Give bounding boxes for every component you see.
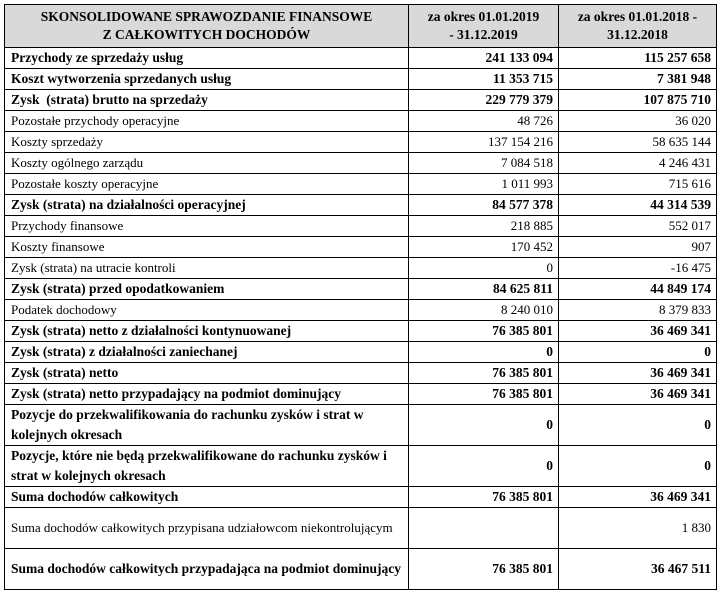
- value-2019: 170 452: [409, 237, 559, 258]
- table-row: [5, 195, 717, 216]
- table-row: [5, 111, 717, 132]
- period-2019-header: za okres 01.01.2019 - 31.12.2019: [409, 5, 559, 48]
- value-2019: 84 625 811: [409, 279, 559, 300]
- period-2018-header: za okres 01.01.2018 - 31.12.2018: [559, 5, 717, 48]
- value-2018: 36 469 341: [559, 363, 717, 384]
- value-2019: 0: [409, 405, 559, 446]
- value-2018: 115 257 658: [559, 48, 717, 69]
- table-row: [5, 363, 717, 384]
- row-label: Suma dochodów całkowitych przypadająca na podmiot dominujący: [5, 549, 409, 590]
- table-header-row: [5, 5, 717, 48]
- table-row: [5, 90, 717, 111]
- row-label: Pozostałe koszty operacyjne: [5, 174, 409, 195]
- row-label: Zysk (strata) netto: [5, 363, 409, 384]
- table-row: [5, 132, 717, 153]
- table-row: [5, 446, 717, 487]
- value-2019: 1 011 993: [409, 174, 559, 195]
- value-2018: 4 246 431: [559, 153, 717, 174]
- value-2018: 0: [559, 342, 717, 363]
- value-2018: -16 475: [559, 258, 717, 279]
- value-2019: 48 726: [409, 111, 559, 132]
- table-row: [5, 153, 717, 174]
- table-row: [5, 258, 717, 279]
- value-2019: 76 385 801: [409, 384, 559, 405]
- value-2018: 44 849 174: [559, 279, 717, 300]
- value-2019: 76 385 801: [409, 549, 559, 590]
- row-label: Przychody ze sprzedaży usług: [5, 48, 409, 69]
- value-2018: 8 379 833: [559, 300, 717, 321]
- income-statement-table: [4, 4, 717, 590]
- value-2019: [409, 508, 559, 549]
- row-label: Zysk (strata) z działalności zaniechanej: [5, 342, 409, 363]
- table-row: [5, 69, 717, 90]
- value-2019: 229 779 379: [409, 90, 559, 111]
- row-label: Podatek dochodowy: [5, 300, 409, 321]
- table-row: [5, 174, 717, 195]
- row-label: Zysk (strata) netto przypadający na podmiot dominujący: [5, 384, 409, 405]
- value-2019: 76 385 801: [409, 487, 559, 508]
- row-label: Zysk (strata) netto z działalności kontynuowanej: [5, 321, 409, 342]
- table-row: [5, 279, 717, 300]
- value-2019: 0: [409, 446, 559, 487]
- value-2019: 11 353 715: [409, 69, 559, 90]
- row-label: Pozostałe przychody operacyjne: [5, 111, 409, 132]
- value-2018: 0: [559, 446, 717, 487]
- row-label: Zysk (strata) na utracie kontroli: [5, 258, 409, 279]
- value-2018: 907: [559, 237, 717, 258]
- value-2019: 0: [409, 258, 559, 279]
- statement-title: SKONSOLIDOWANE SPRAWOZDANIE FINANSOWE Z CAŁKOWITYCH DOCHODÓW: [5, 5, 409, 48]
- value-2019: 76 385 801: [409, 363, 559, 384]
- value-2018: 36 467 511: [559, 549, 717, 590]
- value-2018: 36 469 341: [559, 487, 717, 508]
- value-2018: 7 381 948: [559, 69, 717, 90]
- value-2019: 76 385 801: [409, 321, 559, 342]
- value-2018: 552 017: [559, 216, 717, 237]
- table-row: [5, 487, 717, 508]
- table-row: [5, 216, 717, 237]
- row-label: Suma dochodów całkowitych przypisana udziałowcom niekontrolującym: [5, 508, 409, 549]
- value-2018: 58 635 144: [559, 132, 717, 153]
- value-2019: 241 133 094: [409, 48, 559, 69]
- row-label: Zysk (strata) przed opodatkowaniem: [5, 279, 409, 300]
- table-row: [5, 321, 717, 342]
- row-label: Koszty sprzedaży: [5, 132, 409, 153]
- row-label: Koszty finansowe: [5, 237, 409, 258]
- table-row: [5, 300, 717, 321]
- value-2018: 715 616: [559, 174, 717, 195]
- table-row: [5, 237, 717, 258]
- value-2019: 218 885: [409, 216, 559, 237]
- financial-statement: [4, 4, 717, 590]
- value-2019: 137 154 216: [409, 132, 559, 153]
- table-row: [5, 384, 717, 405]
- table-row: [5, 508, 717, 549]
- table-row: [5, 48, 717, 69]
- value-2018: 107 875 710: [559, 90, 717, 111]
- value-2018: 1 830: [559, 508, 717, 549]
- value-2019: 0: [409, 342, 559, 363]
- row-label: Pozycje do przekwalifikowania do rachunku zysków i strat w kolejnych okresach: [5, 405, 409, 446]
- row-label: Koszty ogólnego zarządu: [5, 153, 409, 174]
- row-label: Pozycje, które nie będą przekwalifikowane do rachunku zysków i strat w kolejnych okresach: [5, 446, 409, 487]
- row-label: Suma dochodów całkowitych: [5, 487, 409, 508]
- value-2018: 0: [559, 405, 717, 446]
- table-row: [5, 405, 717, 446]
- row-label: Zysk (strata) na działalności operacyjnej: [5, 195, 409, 216]
- value-2018: 44 314 539: [559, 195, 717, 216]
- value-2018: 36 469 341: [559, 384, 717, 405]
- value-2018: 36 469 341: [559, 321, 717, 342]
- row-label: Przychody finansowe: [5, 216, 409, 237]
- row-label: Zysk (strata) brutto na sprzedaży: [5, 90, 409, 111]
- value-2018: 36 020: [559, 111, 717, 132]
- table-row: [5, 549, 717, 590]
- value-2019: 84 577 378: [409, 195, 559, 216]
- value-2019: 8 240 010: [409, 300, 559, 321]
- row-label: Koszt wytworzenia sprzedanych usług: [5, 69, 409, 90]
- table-row: [5, 342, 717, 363]
- value-2019: 7 084 518: [409, 153, 559, 174]
